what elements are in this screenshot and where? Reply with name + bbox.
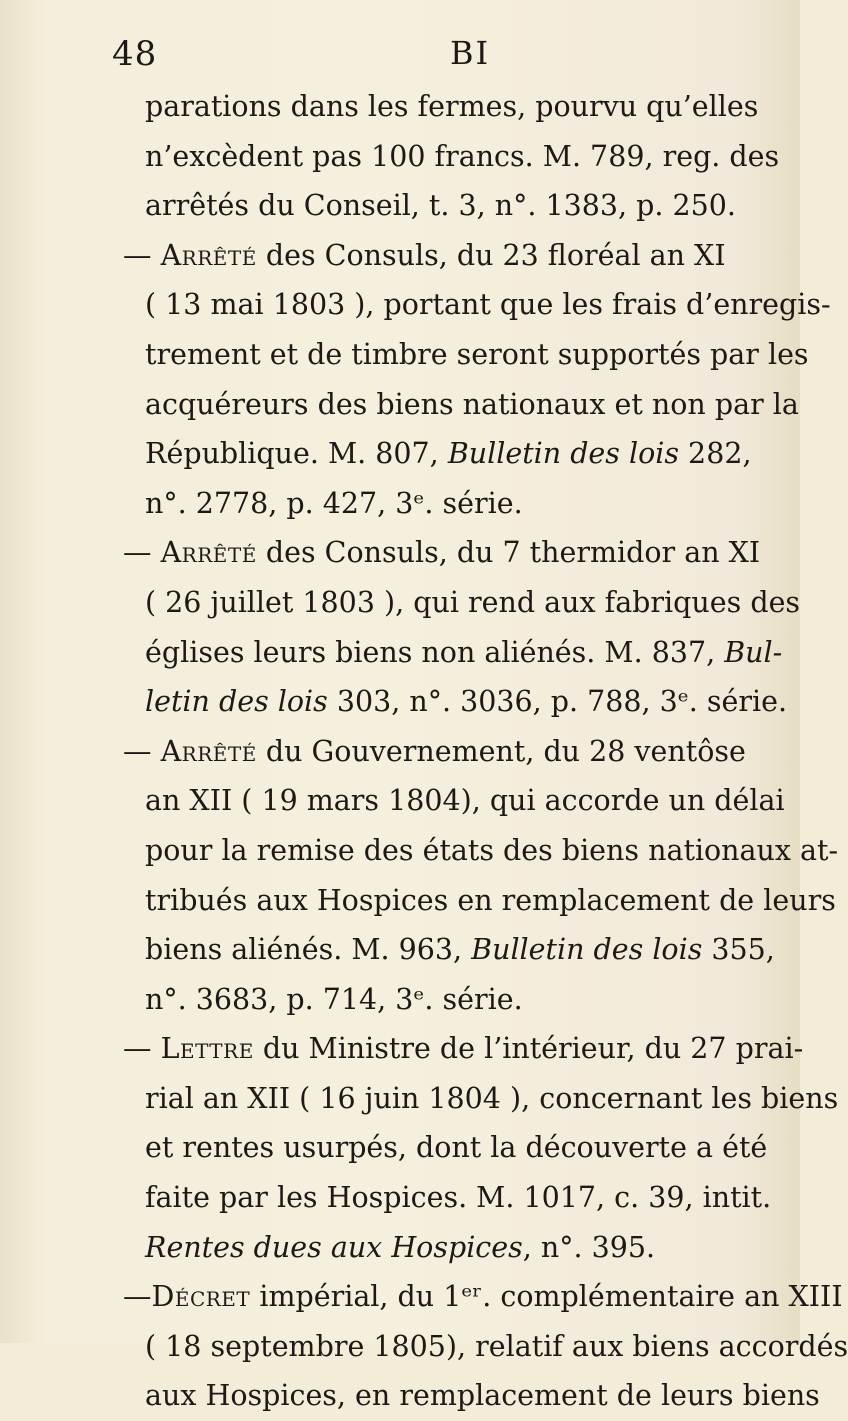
entry-keyword: Arrêté [160, 536, 257, 570]
entry-keyword: Lettre [160, 1032, 254, 1066]
text-line: ( 13 mai 1803 ), portant que les frais d’enregis- [145, 288, 831, 322]
text-run: 303, n°. 3036, p. 788, 3ᵉ. série. [327, 685, 788, 719]
page-header [112, 34, 672, 74]
entry-keyword: Décret [151, 1280, 251, 1314]
text-line: n°. 2778, p. 427, 3ᵉ. série. [145, 486, 523, 520]
entry-first-line [123, 727, 775, 777]
page-number: 48 [112, 34, 158, 74]
dash: — [123, 734, 161, 768]
text-line: n°. 3683, p. 714, 3ᵉ. série. [145, 982, 523, 1016]
text-line: n’excèdent pas 100 francs. M. 789, reg. des [145, 139, 780, 173]
text-run: République. M. 807, [145, 437, 448, 471]
text-line: ( 26 juillet 1803 ), qui rend aux fabriques des [145, 585, 801, 619]
text-run: 282, [679, 437, 752, 471]
text-run: du Ministre de l’intérieur, du 27 prai- [253, 1032, 804, 1066]
dash: — [123, 1280, 152, 1314]
entry-keyword: Arrêté [160, 734, 257, 768]
entry-first-line [123, 1024, 804, 1074]
body-text [123, 82, 848, 1421]
text-line: trement et de timbre seront supportés par les [145, 337, 809, 371]
text-line [145, 628, 783, 678]
text-line: an XII ( 19 mars 1804), qui accorde un délai [145, 784, 785, 818]
entry-first-line [123, 528, 775, 578]
text-line: acquéreurs des biens nationaux et non par la [145, 387, 799, 421]
bulletin-title: Bul- [724, 635, 783, 669]
text-line [145, 925, 775, 975]
text-line [145, 677, 788, 727]
running-head: BI [450, 34, 491, 72]
entry-first-line [123, 1272, 843, 1322]
bulletin-title: Bulletin des lois [447, 437, 679, 471]
text-line: arrêtés du Conseil, t. 3, n°. 1383, p. 250. [145, 189, 736, 223]
text-line: ( 18 septembre 1805), relatif aux biens accordés [145, 1329, 848, 1363]
bulletin-title: Bulletin des lois [471, 933, 703, 967]
text-run: des Consuls, du 7 thermidor an XI [256, 536, 761, 570]
text-run: impérial, du 1ᵉʳ. complémentaire an XIII [250, 1280, 843, 1314]
text-run: 355, [702, 933, 775, 967]
dash: — [123, 238, 161, 272]
text-line: parations dans les fermes, pourvu qu’elles [145, 90, 759, 123]
text-line [145, 1223, 775, 1273]
entry-first-line [123, 231, 775, 281]
text-line: tribués aux Hospices en remplacement de leurs [145, 883, 836, 917]
text-line: faite par les Hospices. M. 1017, c. 39, intit. [145, 1181, 772, 1215]
text-line [145, 429, 775, 479]
rentes-title: Rentes dues aux Hospices [145, 1230, 523, 1264]
entry-keyword: Arrêté [160, 238, 257, 272]
bulletin-title: letin des lois [145, 685, 328, 719]
text-line: aux Hospices, en remplacement de leurs biens [145, 1379, 820, 1413]
text-run: biens aliénés. M. 963, [145, 933, 472, 967]
text-line: pour la remise des états des biens nationaux at- [145, 833, 839, 867]
dash: — [123, 1032, 161, 1066]
text-line: et rentes usurpés, dont la découverte a été [145, 1131, 768, 1165]
text-run: des Consuls, du 23 floréal an XI [256, 238, 726, 272]
text-line: rial an XII ( 16 juin 1804 ), concernant les biens [145, 1081, 839, 1115]
text-run: du Gouvernement, du 28 ventôse [256, 734, 746, 768]
text-run: , n°. 395. [522, 1230, 656, 1264]
text-run: églises leurs biens non aliénés. M. 837, [145, 635, 725, 669]
dash: — [123, 536, 161, 570]
